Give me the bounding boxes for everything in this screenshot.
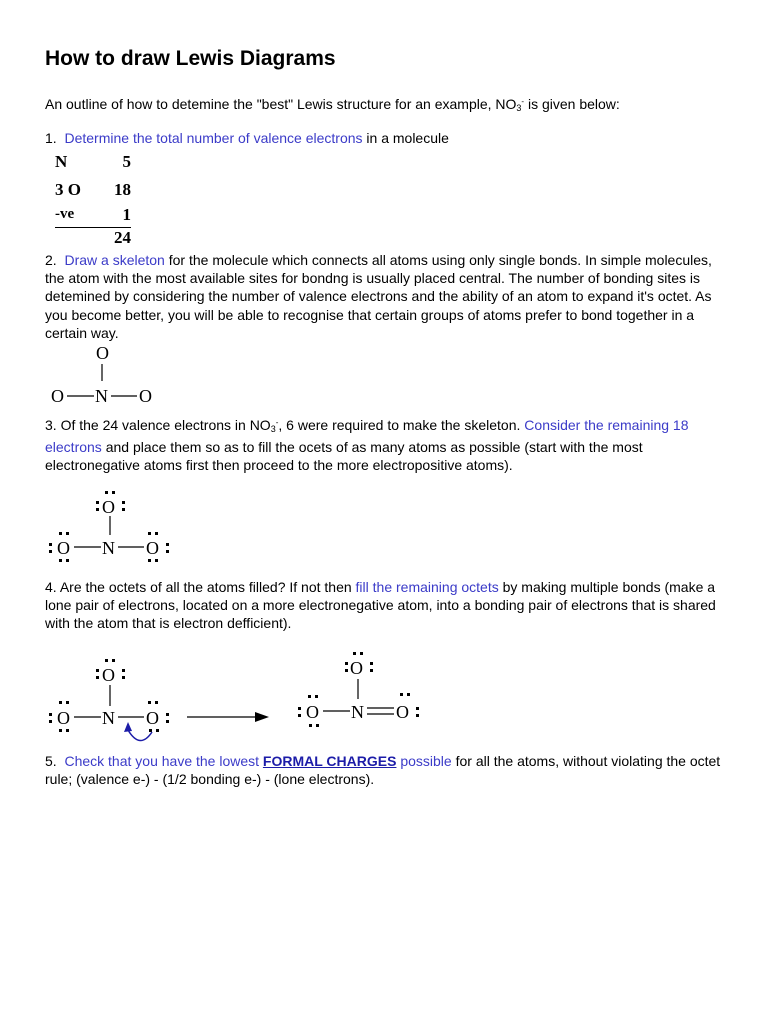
superscript: -: [275, 418, 279, 427]
step-3-text-end: and place them so as to fill the ocets of as many atoms as possible (start with the most electronegative atoms first then proceed to the more electropositive atoms).: [45, 439, 643, 474]
atom-n: N: [351, 702, 364, 722]
lone-pair-diagram: [40, 482, 180, 562]
page-title: How to draw Lewis Diagrams: [45, 47, 336, 70]
step-5: [45, 752, 735, 788]
step-1: [45, 129, 735, 147]
atom-o: O: [146, 708, 159, 728]
step-number: 2.: [45, 252, 57, 268]
step-5-text: for all the atoms, without violating the octet rule; (valence e-) - (1/2 bonding e-) - (lone electrons).: [45, 753, 721, 788]
count-label: -ve: [55, 206, 75, 223]
atom-o: O: [350, 658, 363, 678]
atom-o: O: [57, 538, 70, 558]
step-3-link[interactable]: Consider the remaining 18 electrons: [45, 417, 689, 456]
count-label: 3 O: [55, 179, 81, 199]
subscript: 3: [270, 424, 276, 434]
step-2-text: for the molecule which connects all atoms using only single bonds. In simple molecules, the atom with the most available sites for bondng is usually placed central. The number of bonding sites is detemined by considering the number of valence electrons and the ability of an atom to expand it's octet. As you become better, you will be able to recognise that certain groups of atoms prefer to bond together in a certain way.: [45, 252, 712, 341]
step-5-link[interactable]: Check that you have the lowest: [64, 753, 263, 769]
count-value: 1: [122, 204, 131, 224]
step-4-link[interactable]: fill the remaining octets: [355, 579, 499, 595]
count-row: [55, 176, 131, 203]
atom-o: O: [57, 708, 70, 728]
step-2: [45, 251, 735, 342]
formal-charges-link[interactable]: FORMAL CHARGES: [262, 753, 397, 769]
atom-o: O: [146, 538, 159, 558]
after-structure-diagram: [290, 640, 430, 740]
step-2-link[interactable]: Draw a skeleton: [64, 252, 165, 268]
step-number: 3.: [45, 417, 57, 433]
count-row: [55, 148, 131, 176]
subscript: 3: [516, 103, 522, 113]
count-label: N: [55, 152, 68, 171]
step-5-link-end[interactable]: possible: [396, 753, 452, 769]
before-structure-diagram: [40, 650, 180, 750]
intro-paragraph: [45, 93, 735, 117]
atom-o: O: [139, 386, 152, 406]
electron-push-arrow: [128, 730, 152, 741]
step-1-link[interactable]: Determine the total number of valence electrons: [64, 130, 363, 146]
count-total: 24: [114, 228, 131, 248]
atom-o: O: [306, 702, 319, 722]
atom-o: O: [96, 343, 109, 363]
atom-o: O: [51, 386, 64, 406]
atom-n: N: [95, 386, 108, 406]
count-value: 18: [114, 179, 131, 199]
count-value: 5: [122, 152, 131, 171]
atom-o: O: [396, 702, 409, 722]
step-4: [45, 578, 735, 633]
step-number: 4.: [45, 579, 57, 595]
step-4-text: Are the octets of all the atoms filled? If not then: [59, 579, 356, 595]
atom-o: O: [102, 665, 115, 685]
step-4-text-end: by making multiple bonds (make a lone pair of electrons, located on a more electronegative atom, into a bonding pair of electrons that is shared with the atom that is electron defficient).: [45, 579, 716, 632]
valence-count-table: [55, 148, 131, 249]
intro-text: An outline of how to detemine the "best" Lewis structure for an example, NO: [45, 96, 517, 112]
reaction-arrow: [185, 709, 275, 725]
atom-o: O: [102, 497, 115, 517]
skeleton-diagram: [40, 340, 170, 410]
atom-n: N: [102, 538, 115, 558]
count-total-row: [55, 227, 131, 249]
step-number: 1.: [45, 130, 57, 146]
count-row: [55, 203, 131, 227]
arrow-head: [124, 722, 132, 732]
step-3: [45, 414, 735, 475]
step-number: 5.: [45, 753, 57, 769]
step-3-text: Of the 24 valence electrons in NO: [60, 417, 271, 433]
intro-text-end: is given below:: [524, 96, 620, 112]
step-1-text: in a molecule: [362, 130, 449, 146]
step-3-text: , 6 were required to make the skeleton.: [278, 417, 525, 433]
atom-n: N: [102, 708, 115, 728]
superscript: -: [521, 97, 525, 106]
